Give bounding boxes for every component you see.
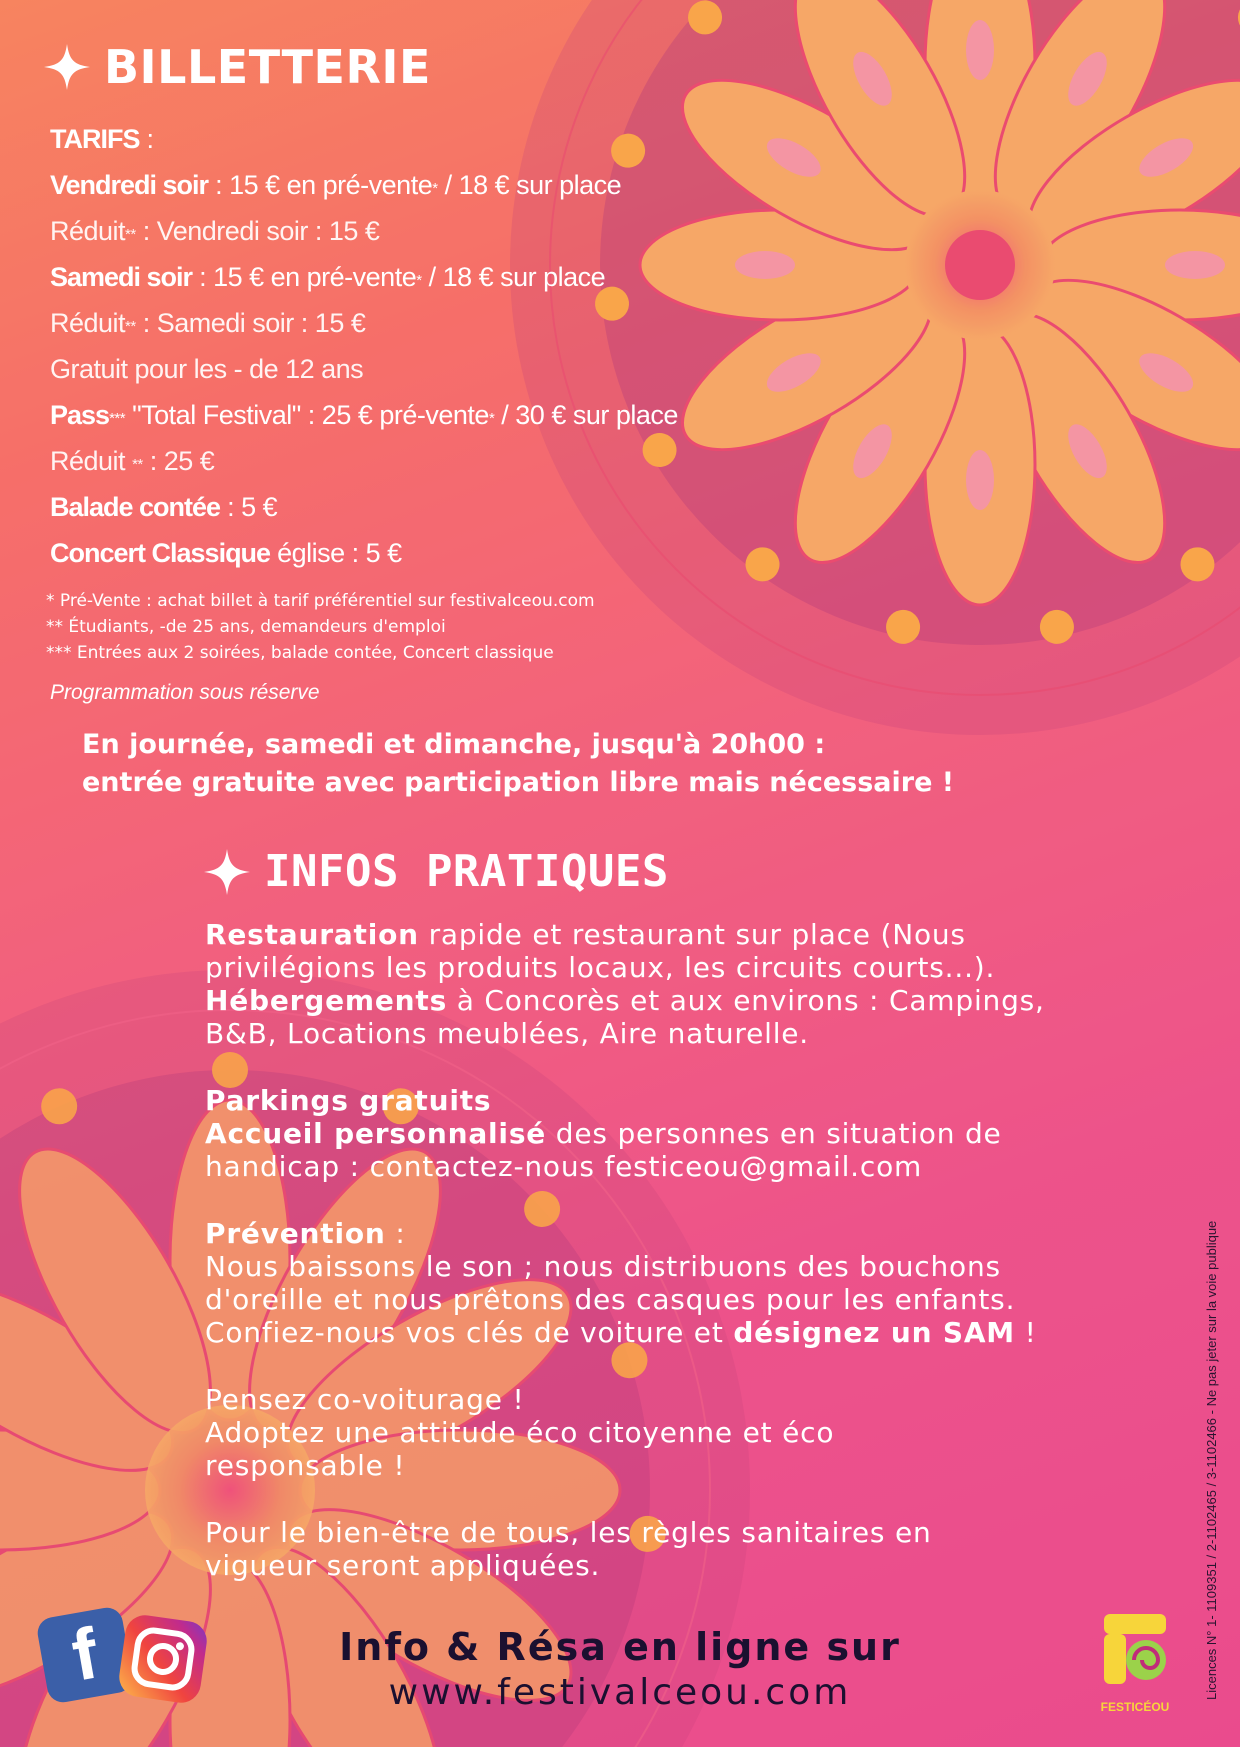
facebook-glyph: f	[66, 1613, 104, 1697]
billetterie-heading	[44, 40, 431, 94]
tarif-line: Concert Classique église : 5 €	[50, 538, 402, 568]
tarif-line: Samedi soir : 15 € en pré-vente* / 18 € sur place	[50, 262, 606, 292]
journee-notice	[82, 726, 954, 802]
footer-url[interactable]: www.festivalceou.com	[388, 1672, 852, 1713]
info-line: Pensez co-voiturage !	[205, 1383, 525, 1416]
info-line: Nous baissons le son ; nous distribuons des bouchons	[205, 1250, 1001, 1283]
tarif-line: Gratuit pour les - de 12 ans	[50, 354, 364, 384]
info-line: responsable !	[205, 1449, 406, 1482]
info-line: Parkings gratuits	[205, 1084, 492, 1117]
billetterie-title: BILLETTERIE	[104, 40, 431, 94]
tarif-line: Balade contée : 5 €	[50, 492, 278, 522]
info-line: Prévention :	[205, 1217, 406, 1250]
instagram-icon[interactable]	[117, 1613, 210, 1706]
tarif-line: Réduit** : Vendredi soir : 15 €	[50, 216, 380, 246]
tarif-line: Pass*** "Total Festival" : 25 € pré-vente* / 30 € sur place	[50, 400, 678, 430]
info-line: Restauration rapide et restaurant sur place (Nous	[205, 918, 966, 951]
journee-line-1: En journée, samedi et dimanche, jusqu'à 20h00 :	[82, 729, 826, 760]
footnote: *** Entrées aux 2 soirées, balade contée, Concert classique	[46, 643, 554, 663]
info-line: d'oreille et nous prêtons des casques pour les enfants.	[205, 1283, 1016, 1316]
infos-title: INFOS PRATIQUES	[264, 846, 669, 897]
festiceou-logo-text: FESTICÉOU	[1100, 1700, 1170, 1714]
licence-text: Licences N° 1- 1109351 / 2-1102465 / 3-1102466 - Ne pas jeter sur la voie publique	[1204, 1220, 1219, 1700]
footer-info	[300, 1624, 940, 1716]
footnote: ** Étudiants, -de 25 ans, demandeurs d'emploi	[46, 617, 446, 637]
sparkle-icon	[44, 44, 90, 90]
info-line: Accueil personnalisé des personnes en situation de	[205, 1117, 1002, 1150]
programmation-note: Programmation sous réserve	[50, 681, 320, 704]
info-line: Hébergements à Concorès et aux environs : Campings,	[205, 984, 1045, 1017]
festiceou-logo-mark	[1096, 1610, 1174, 1692]
infos-heading	[204, 846, 669, 897]
tarifs-block	[50, 116, 678, 576]
tarifs-label: TARIFS :	[50, 124, 154, 154]
tarif-line: Réduit** : Samedi soir : 15 €	[50, 308, 366, 338]
info-line: Adoptez une attitude éco citoyenne et éco	[205, 1416, 835, 1449]
sparkle-icon	[204, 849, 250, 895]
infos-body	[205, 918, 1045, 1582]
info-line: handicap : contactez-nous festiceou@gmail.com	[205, 1150, 923, 1183]
journee-line-2: entrée gratuite avec participation libre mais nécessaire !	[82, 767, 955, 798]
info-line: B&B, Locations meublées, Aire naturelle.	[205, 1017, 810, 1050]
footnote: * Pré-Vente : achat billet à tarif préférentiel sur festivalceou.com	[46, 591, 595, 611]
footnotes	[46, 588, 595, 666]
info-line: privilégions les produits locaux, les circuits courts...).	[205, 951, 996, 984]
info-line: Pour le bien-être de tous, les règles sanitaires en	[205, 1516, 932, 1549]
tarif-line: Réduit ** : 25 €	[50, 446, 215, 476]
footer-line-1: Info & Résa en ligne sur	[339, 1625, 901, 1669]
info-line: vigueur seront appliquées.	[205, 1549, 601, 1582]
info-line: Confiez-nous vos clés de voiture et désignez un SAM !	[205, 1316, 1037, 1349]
tarif-line: Vendredi soir : 15 € en pré-vente* / 18 € sur place	[50, 170, 622, 200]
festiceou-logo	[1096, 1610, 1174, 1720]
